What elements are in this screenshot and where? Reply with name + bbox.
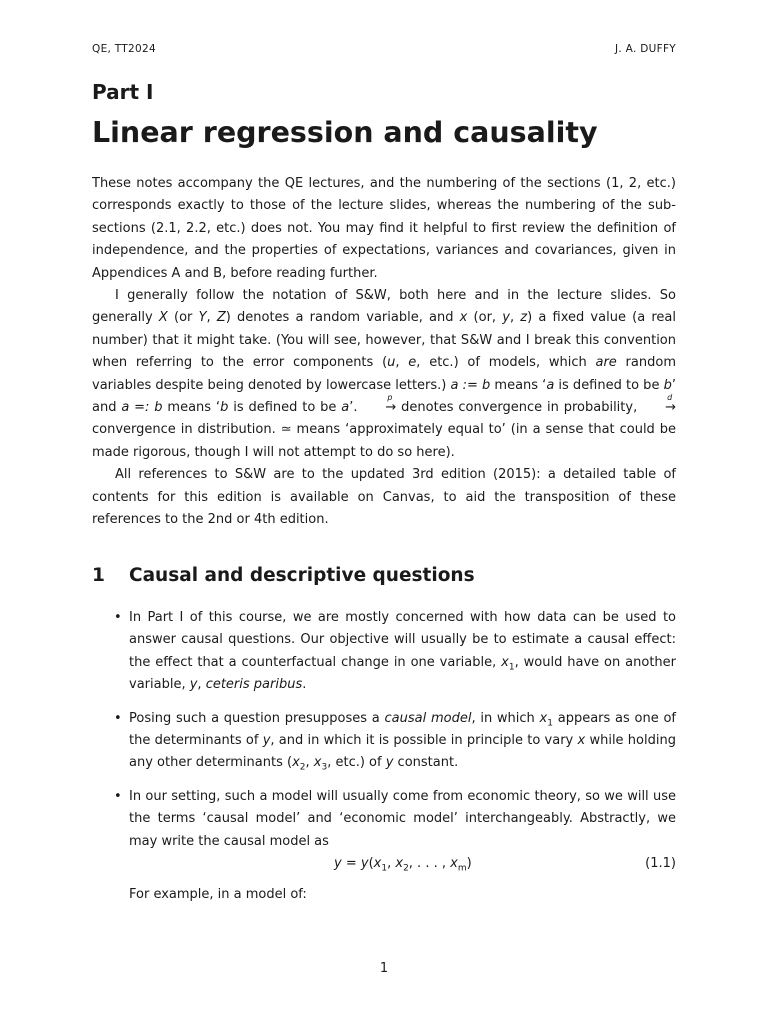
math-op: ) <box>466 856 472 872</box>
math-var: x <box>539 710 548 726</box>
text-span: denotes convergence in probability, <box>396 400 643 416</box>
text-span: , <box>395 355 409 371</box>
math-var: x <box>577 733 586 749</box>
text-span: while holding any other determinants ( <box>129 733 676 771</box>
text-span: appears as one of the determinants of <box>129 710 676 749</box>
text-span: , etc.) of models, which <box>416 355 596 371</box>
text-span: , <box>197 677 206 693</box>
list-item <box>92 607 676 697</box>
list-item <box>92 708 676 775</box>
math-var: b <box>663 377 672 393</box>
intro-paragraph-2 <box>92 285 676 464</box>
equation-number: (1.1) <box>645 856 676 872</box>
math-var: X <box>158 310 168 326</box>
convergence-in-distribution-symbol <box>642 393 676 419</box>
math-var: y <box>385 755 394 771</box>
part-label: Part I <box>92 80 154 104</box>
text-span: Posing such a question presupposes a <box>129 710 385 726</box>
text-span: , etc.) of <box>327 755 386 771</box>
text-span: means ‘ <box>162 400 221 416</box>
list-item <box>92 786 676 907</box>
text-span: , and in which it is possible in principle to vary <box>270 733 578 749</box>
math-var: y <box>262 733 271 749</box>
text-span: ) denotes a random variable, and <box>225 310 460 326</box>
math-expr: a := b <box>450 377 491 393</box>
section-heading <box>92 565 475 586</box>
math-var: y <box>189 677 198 693</box>
page-number: 1 <box>379 961 389 976</box>
math-var: y <box>360 856 369 872</box>
section-title: Causal and descriptive questions <box>129 565 475 586</box>
math-expr: a =: b <box>121 400 163 416</box>
text-span: (or <box>167 310 199 326</box>
text-span: ’. <box>349 400 363 416</box>
emphasis: are <box>595 355 617 371</box>
math-var: y <box>334 856 342 872</box>
math-op: , . . . , <box>408 856 451 872</box>
math-var: x <box>501 654 509 670</box>
text-span: random variables despite being denoted by lowercase letters.) <box>92 355 676 393</box>
text-span: is defined to be <box>554 377 664 393</box>
math-var: x <box>450 856 458 872</box>
math-var: u <box>387 355 396 371</box>
math-subscript: 1 <box>547 718 553 729</box>
bullet-icon: • <box>114 788 122 804</box>
text-span: means ‘ <box>490 377 547 393</box>
bullet-icon: • <box>114 710 122 726</box>
running-header-right: J. A. DUFFY <box>614 43 676 55</box>
math-subscript: 2 <box>403 863 409 874</box>
emphasis: causal model <box>384 710 472 726</box>
approx-symbol: ≃ <box>280 422 292 438</box>
text-span: convergence in distribution. <box>92 422 281 438</box>
math-var: Z <box>216 310 226 326</box>
math-var: Y <box>198 310 207 326</box>
equation-expression <box>334 853 472 875</box>
math-var: x <box>292 755 300 771</box>
running-header-left: QE, TT2024 <box>92 43 156 55</box>
math-op: , <box>387 856 396 872</box>
convergence-in-probability-symbol <box>362 393 397 419</box>
intro-paragraph-3: All references to S&W are to the updated 3rd edition (2015): a detailed table of contents for this edition is available on Canvas, to aid the transposition of these references to the 2nd or 4th edition. <box>92 467 676 528</box>
math-var: z <box>520 310 528 326</box>
text-span: , <box>206 310 217 326</box>
math-op: ( <box>368 856 374 872</box>
bullet-icon: • <box>114 610 122 625</box>
math-subscript: 2 <box>299 763 306 774</box>
arrow-label: d <box>667 393 673 403</box>
text-span: In Part I of this course, we are mostly concerned with how data can be used to answer causal questions. Our objective will usually be to estimate a causal effect: the effect that a counterfactual change in one variable, <box>129 610 676 670</box>
arrow-icon: → <box>385 400 397 416</box>
math-var: a <box>546 377 555 393</box>
section-number: 1 <box>92 565 105 586</box>
math-subscript: 1 <box>508 662 515 673</box>
chapter-title: Linear regression and causality <box>92 116 598 149</box>
text-span: In our setting, such a model will usually come from economic theory, so we will use the terms ‘causal model’ and ‘economic model’ interchangeably. Abstractly, we may write the causal model as <box>129 788 676 849</box>
math-var: y <box>502 310 510 326</box>
text-span: , would have on another variable, <box>129 654 676 693</box>
text-span: is defined to be <box>228 400 342 416</box>
text-span: constant. <box>393 755 459 771</box>
math-var: x <box>373 856 382 872</box>
text-span: I generally follow the notation of S&W, both here and in the lecture slides. So generally <box>92 288 676 326</box>
text-span: (or, <box>467 310 503 326</box>
text-span: . <box>302 677 307 693</box>
text-span: , in which <box>471 710 540 726</box>
math-var: x <box>313 755 322 771</box>
emphasis: ceteris paribus <box>205 677 303 693</box>
arrow-label: p <box>387 393 393 403</box>
math-var: a <box>341 400 350 416</box>
text-span: , <box>305 755 314 771</box>
arrow-icon: → <box>665 400 676 416</box>
math-subscript: m <box>457 863 467 874</box>
equation-1-1 <box>129 853 676 877</box>
bullet-list <box>92 607 676 917</box>
text-span: means ‘approximately equal to’ (in a sense that could be made rigorous, though I will not attempt to do so here). <box>92 422 676 460</box>
math-op: = <box>341 856 361 872</box>
math-var: x <box>459 310 468 326</box>
text-span: ’ and <box>92 377 676 416</box>
example-lead-in: For example, in a model of: <box>129 887 307 903</box>
intro-paragraph-1: These notes accompany the QE lectures, and the numbering of the sections (1, 2, etc.) corresponds exactly to those of the lecture slides, whereas the numbering of the sub-sections (2.1, 2.2, etc.) does not. You may find it helpful to first review the definition of independence, and the properties of expectations, variances and covariances, given in Appendices A and B, before reading further. <box>92 176 676 281</box>
math-var: e <box>408 355 417 371</box>
text-span: , <box>509 310 521 326</box>
text-span: ) a fixed value (a real number) that it might take. (You will see, however, that S&W and I break this convention when referring to the error components ( <box>92 310 676 371</box>
math-subscript: 1 <box>381 863 388 874</box>
math-var: b <box>220 400 229 416</box>
math-subscript: 3 <box>321 763 328 774</box>
intro-text <box>92 173 676 532</box>
math-var: x <box>395 856 404 872</box>
